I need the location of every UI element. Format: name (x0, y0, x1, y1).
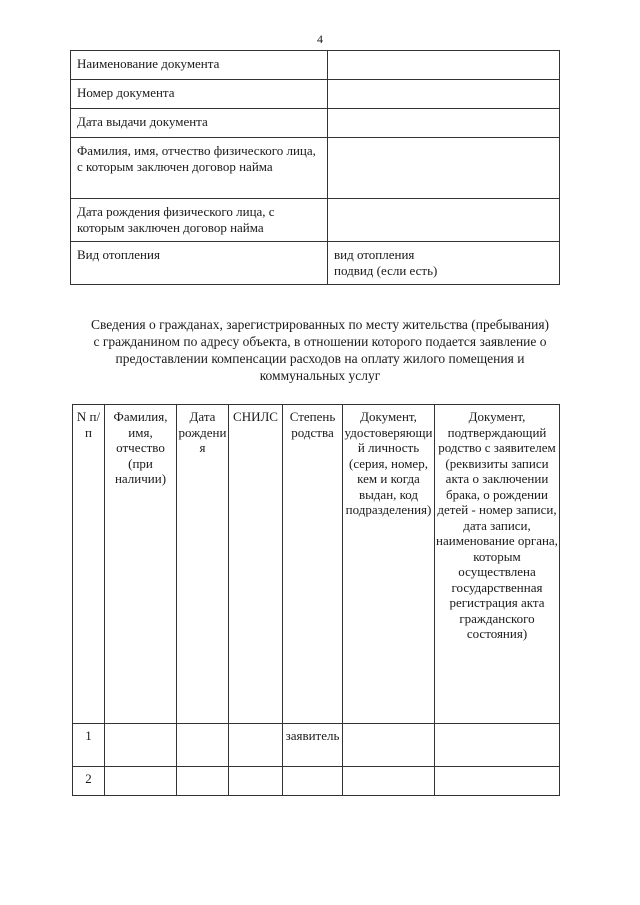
table-row (71, 242, 560, 285)
cell-kinship-document[interactable] (435, 724, 560, 767)
col-header-relation: Степень родства (283, 405, 343, 724)
value-heating-type[interactable] (328, 242, 560, 285)
table-row (73, 724, 560, 767)
cell-id-document[interactable] (343, 724, 435, 767)
label-issue-date: Дата выдачи документа (71, 109, 328, 138)
heating-subtype-line: подвид (если есть) (334, 263, 438, 278)
cell-full-name[interactable] (105, 767, 177, 796)
col-header-id-document: Документ, удостоверяющий личность (серия, номер, кем и когда выдан, код подразделения) (343, 405, 435, 724)
cell-snils[interactable] (229, 767, 283, 796)
cell-number: 2 (73, 767, 105, 796)
cell-number: 1 (73, 724, 105, 767)
value-document-name[interactable] (328, 51, 560, 80)
label-tenant-birth-date: Дата рождения физического лица, с которым заключен договор найма (71, 199, 328, 242)
document-info-table (70, 50, 560, 285)
table-row (71, 51, 560, 80)
value-tenant-full-name[interactable] (328, 138, 560, 199)
label-document-number: Номер документа (71, 80, 328, 109)
table-row (71, 109, 560, 138)
table-row (71, 138, 560, 199)
col-header-birth-date: Дата рождения (177, 405, 229, 724)
cell-snils[interactable] (229, 724, 283, 767)
col-header-full-name: Фамилия, имя, отчество (при наличии) (105, 405, 177, 724)
col-header-number: N п/п (73, 405, 105, 724)
registered-citizens-table (72, 404, 560, 796)
cell-relation[interactable]: заявитель (283, 724, 343, 767)
cell-relation[interactable] (283, 767, 343, 796)
table-header-row (73, 405, 560, 724)
cell-birth-date[interactable] (177, 767, 229, 796)
cell-full-name[interactable] (105, 724, 177, 767)
cell-id-document[interactable] (343, 767, 435, 796)
col-header-snils: СНИЛС (229, 405, 283, 724)
label-document-name: Наименование документа (71, 51, 328, 80)
cell-kinship-document[interactable] (435, 767, 560, 796)
value-issue-date[interactable] (328, 109, 560, 138)
label-tenant-full-name: Фамилия, имя, отчество физического лица, с которым заключен договор найма (71, 138, 328, 199)
cell-birth-date[interactable] (177, 724, 229, 767)
value-tenant-birth-date[interactable] (328, 199, 560, 242)
section-heading: Сведения о гражданах, зарегистрированных по месту жительства (пребывания) с гражданином по адресу объекта, в отношении которого подается заявление о предоставлении компенсации расходов на оплату жилого помещения и коммунальных услуг (90, 317, 550, 383)
label-heating-type: Вид отопления (71, 242, 328, 285)
table-row (71, 199, 560, 242)
value-document-number[interactable] (328, 80, 560, 109)
table-row (73, 767, 560, 796)
col-header-kinship-document: Документ, подтверждающий родство с заявителем (реквизиты записи акта о заключении брака, о рождении детей - номер записи, дата записи, наименование органа, которым осуществлена государственная регистрация акта гражданского состояния) (435, 405, 560, 724)
heating-type-line: вид отопления (334, 247, 415, 262)
table-row (71, 80, 560, 109)
page-number: 4 (317, 32, 323, 46)
